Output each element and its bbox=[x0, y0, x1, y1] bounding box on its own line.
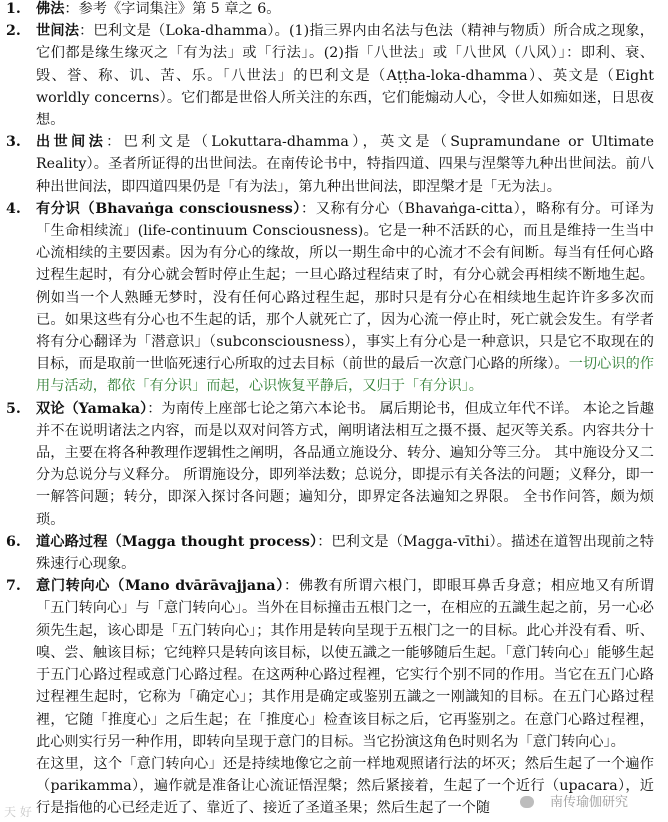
item-number: 2. bbox=[6, 23, 21, 40]
item-number: 3. bbox=[6, 134, 21, 151]
list-item bbox=[0, 198, 668, 398]
item-number: 4. bbox=[6, 200, 21, 217]
definition: ：巴利文是（Loka-dhamma）。(1)指三界内由名法与色法（精神与物质）所合成之现象，它们都是缘生缘灭之「有为法」或「行法」。(2)指「八世法」或「八世风（八风）」：即利、衰、毁、誉、称、讥、苦、乐。「八世法」的巴利文是（Aṭṭha-loka-dhamma）、英文是（Eight worldly concerns）。它们都是世俗人所关注的东西，它们能煽动人心，令世人如痴如迷，日思夜想。 bbox=[36, 23, 654, 129]
definition: ：巴利文是（Lokuttara-dhamma），英文是（Supramundane or Ultimate Reality）。圣者所证得的出世间法。在南传论书中，特指四道、四果与涅槃等九种出世间法。前八种出世间法，即四道四果仍是「有为法」，第九种出世间法，即涅槃才是「无为法」。 bbox=[36, 134, 654, 195]
definition: ：巴利文是（Magga-vīthi）。描述在道智出现前之特殊速行心现象。 bbox=[36, 533, 654, 573]
term: 世间法 bbox=[36, 23, 80, 40]
watermark-left: 天 好 bbox=[4, 805, 32, 819]
list-item bbox=[0, 575, 668, 819]
continuation-paragraph: 在这里，这个「意门转向心」还是持续地像它之前一样地观照诸行法的坏灭；然后生起了一个遍作（parikamma），遍作就是准备让心流证悟涅槃；然后紧接着，生起了一个近行（upacara），近行是指他的心已经走近了、靠近了、接近了圣道圣果；然后生起了一个随 bbox=[36, 755, 654, 817]
list-item bbox=[0, 20, 668, 131]
item-number: 6. bbox=[6, 533, 21, 550]
wechat-icon bbox=[520, 796, 534, 808]
term: 道心路过程（Magga thought process） bbox=[36, 533, 318, 550]
list-item bbox=[0, 398, 668, 531]
definition: ：参考《字词集注》第 5 章之 6。 bbox=[64, 1, 281, 17]
definition: ：佛教有所谓六根门，即眼耳鼻舌身意；相应地又有所谓「五门转向心」与「意门转向心」。当外在目标撞击五根门之一，在相应的五識生起之前，另一心必须先生起，该心即是「五门转向心」；其作用是转向呈现于五根门之一的目标。此心并没有看、听、嗅、尝、触该目标；它纯粹只是转向该目标，以使五識之一能够随后生起。「意门转向心」能够生起于五门心路过程或意门心路过程。在这两种心路过程裡，它实行个别不同的作用。当它在五门心路过程裡生起时，它称为「确定心」；其作用是确定或鉴别五識之一刚識知的目标。在五门心路过程裡，它随「推度心」之后生起；在「推度心」检查该目标之后，它再鉴别之。在意门心路过程裡，此心则实行另一种作用，即转向呈现于意门的目标。当它扮演这角色时则名为「意门转向心」。 bbox=[36, 578, 654, 750]
term: 意门转向心（Mano dvārāvajjana） bbox=[36, 578, 284, 595]
item-number: 7. bbox=[6, 578, 21, 595]
highlighted-sentence: 一切心识的作用与活动，都依「有分识」而起，心识恢复平静后，又归于「有分识」。 bbox=[36, 356, 654, 395]
term: 出世间法 bbox=[36, 134, 107, 151]
definition: ：又称有分心（Bhavaṅga-citta），略称有分。可译为「生命相续流」(life-continuum Consciousness)。它是一种不活跃的心，而且是维持一生当中心流相续的主要因素。因为有分心的缘故，所以一期生命中的心流才不会有间断。每当有任何心路过程生起时，有分心就会暂时停止生起；一旦心路过程结束了时，有分心就会再相续不断地生起。例如当一个人熟睡无梦时，没有任何心路过程生起，那时只是有分心在相续地生起许许多多次而已。如果这些有分心也不生起的话，那个人就死亡了，因为心流一停止时，死亡就会发生。有学者将有分心翻译为「潜意识」（subconsciousness），事实上有分心是一种意识，只是它不取现在的目标，而是取前一世临死速行心所取的过去目标（前世的最后一次意门心路的所缘）。 bbox=[36, 200, 654, 373]
list-item bbox=[0, 131, 668, 198]
list-item bbox=[0, 531, 668, 575]
watermark-right: 南传瑜伽研究 bbox=[549, 795, 628, 810]
definition: ：为南传上座部七论之第六本论书。 属后期论书，但成立年代不详。 本论之旨趣并不在说明诸法之内容，而是以双对问答方式，阐明诸法相互之摄不摄、起灭等关系。内容共分十品，主要在将各种教理作逻辑性之阐明，各品通立施设分、转分、遍知分等三分。 其中施设分又二分为总说分与义释分。 所谓施设分，即列举法数；总说分，即提示有关各法的问题；义释分，即一一解答问题；转分，即深入探讨各问题；遍知分，即界定各法遍知之界限。 全书作问答，颇为烦琐。 bbox=[36, 400, 654, 528]
term: 双论（Yamaka） bbox=[36, 400, 148, 417]
term: 有分识（Bhavaṅga consciousness） bbox=[36, 200, 302, 217]
item-number: 5. bbox=[6, 400, 21, 417]
list-item bbox=[0, 0, 668, 20]
term: 佛法 bbox=[36, 1, 65, 17]
item-number: 1. bbox=[6, 1, 21, 17]
